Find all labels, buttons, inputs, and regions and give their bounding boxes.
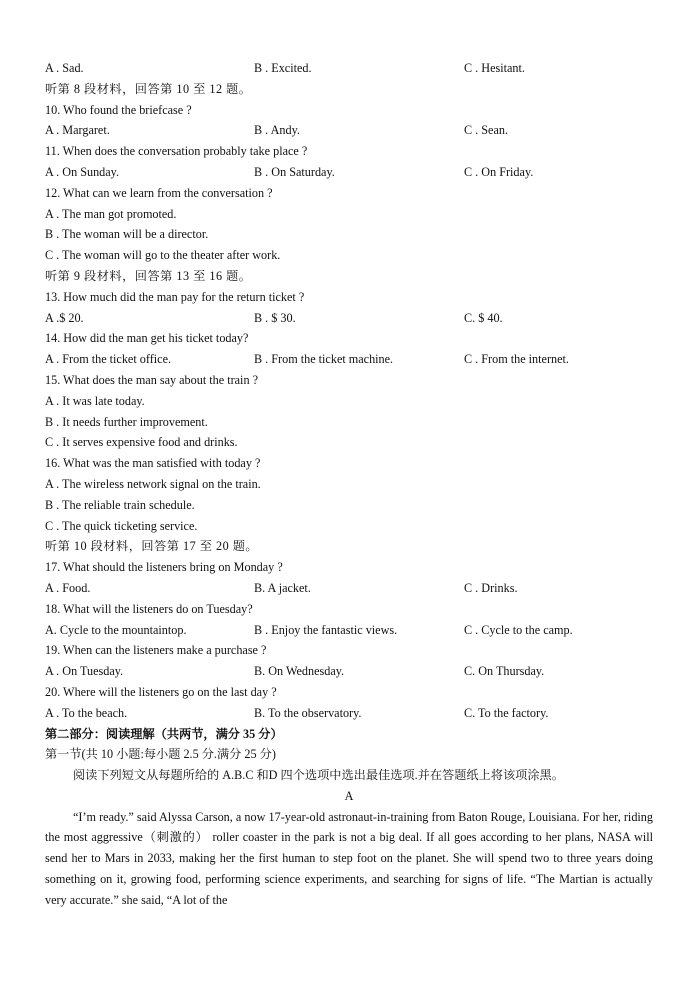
q15-option-c: C . It serves expensive food and drinks. <box>45 435 238 450</box>
q20-stem: 20. Where will the listeners go on the last day ? <box>45 684 277 699</box>
option-a: A . On Tuesday. <box>45 664 124 679</box>
option-b: B . $ 30. <box>254 310 296 325</box>
option-a: A. Cycle to the mountaintop. <box>45 622 187 637</box>
q14-options <box>45 349 653 370</box>
q10-stem: 10. Who found the briefcase ? <box>45 102 192 117</box>
option-b: B . On Saturday. <box>254 164 335 179</box>
section-9-heading: 听第 9 段材料，回答第 13 至 16 题。 <box>45 268 252 283</box>
exam-page <box>45 58 653 911</box>
q18-stem: 18. What will the listeners do on Tuesday? <box>45 601 253 616</box>
option-a: A . From the ticket office. <box>45 352 172 367</box>
option-a: A . On Sunday. <box>45 164 120 179</box>
section-8-heading: 听第 8 段材料，回答第 10 至 12 题。 <box>45 81 252 96</box>
q13-stem: 13. How much did the man pay for the return ticket ? <box>45 289 305 304</box>
passage-a-text: “I’m ready.” said Alyssa Carson, a now 17-year-old astronaut-in-training from Baton Rouge, Louisiana. For her, riding the most aggressive（刺激的） roller coaster in the park is not a big deal. If all goes according to her plans, NASA will send her to Mars in 2033, making her the first human to step foot on the planet. She will spend two to three years doing something on it, growing food, performing science experiments, and searching for signs of life. “The Martian is actually very accurate.” she said, “A lot of the <box>45 809 653 907</box>
option-b: B . From the ticket machine. <box>254 352 394 367</box>
q16-stem: 16. What was the man satisfied with today ? <box>45 456 261 471</box>
section-10-heading: 听第 10 段材料，回答第 17 至 20 题。 <box>45 539 259 554</box>
q12-stem: 12. What can we learn from the conversation ? <box>45 185 273 200</box>
option-b: B . Enjoy the fantastic views. <box>254 622 398 637</box>
q16-option-b: B . The reliable train schedule. <box>45 497 195 512</box>
q10-options <box>45 120 653 141</box>
q17-stem: 17. What should the listeners bring on Monday ? <box>45 560 283 575</box>
q11-stem: 11. When does the conversation probably take place ? <box>45 144 308 159</box>
q14-stem: 14. How did the man get his ticket today? <box>45 331 249 346</box>
q18-options <box>45 620 653 641</box>
q15-option-a: A . It was late today. <box>45 393 145 408</box>
option-c: C . Cycle to the camp. <box>464 622 573 637</box>
option-c: C . From the internet. <box>464 352 569 367</box>
option-b: B . Excited. <box>254 61 312 75</box>
option-c: C. On Thursday. <box>464 664 545 679</box>
q16-option-c: C . The quick ticketing service. <box>45 518 198 533</box>
option-c: C . On Friday. <box>464 164 534 179</box>
q19-stem: 19. When can the listeners make a purchase ? <box>45 643 267 658</box>
part-2-heading: 第二部分：阅读理解（共两节，满分 35 分） <box>45 726 283 741</box>
option-b: B. To the observatory. <box>254 705 362 720</box>
option-a: A . Sad. <box>45 61 84 75</box>
q17-options <box>45 578 653 599</box>
q16-option-a: A . The wireless network signal on the train. <box>45 476 261 491</box>
q15-stem: 15. What does the man say about the train ? <box>45 372 258 387</box>
section-1-heading: 第一节(共 10 小题:每小题 2.5 分.满分 25 分) <box>45 747 276 762</box>
option-a: A . Margaret. <box>45 123 110 138</box>
option-a: A .$ 20. <box>45 310 84 325</box>
q13-options <box>45 308 653 329</box>
option-c: C. To the factory. <box>464 705 549 720</box>
q19-options <box>45 661 653 682</box>
q12-option-c: C . The woman will go to the theater after work. <box>45 248 281 263</box>
option-c: C . Drinks. <box>464 580 518 595</box>
option-c: C . Hesitant. <box>464 61 525 75</box>
option-c: C. $ 40. <box>464 310 503 325</box>
passage-label: A <box>344 788 354 803</box>
option-a: A . To the beach. <box>45 705 128 720</box>
option-b: B . Andy. <box>254 123 300 138</box>
option-c: C . Sean. <box>464 123 509 138</box>
q11-options <box>45 162 653 183</box>
option-b: B. On Wednesday. <box>254 664 345 679</box>
q9-options <box>45 58 653 79</box>
option-a: A . Food. <box>45 580 91 595</box>
q12-option-a: A . The man got promoted. <box>45 206 177 221</box>
q15-option-b: B . It needs further improvement. <box>45 414 208 429</box>
q12-option-b: B . The woman will be a director. <box>45 227 209 242</box>
reading-instructions: 阅读下列短文从每题所给的 A.B.C 和D 四个选项中选出最佳选项.并在答题纸上将该项涂黑。 <box>73 768 564 783</box>
option-b: B. A jacket. <box>254 580 311 595</box>
q20-options <box>45 703 653 724</box>
